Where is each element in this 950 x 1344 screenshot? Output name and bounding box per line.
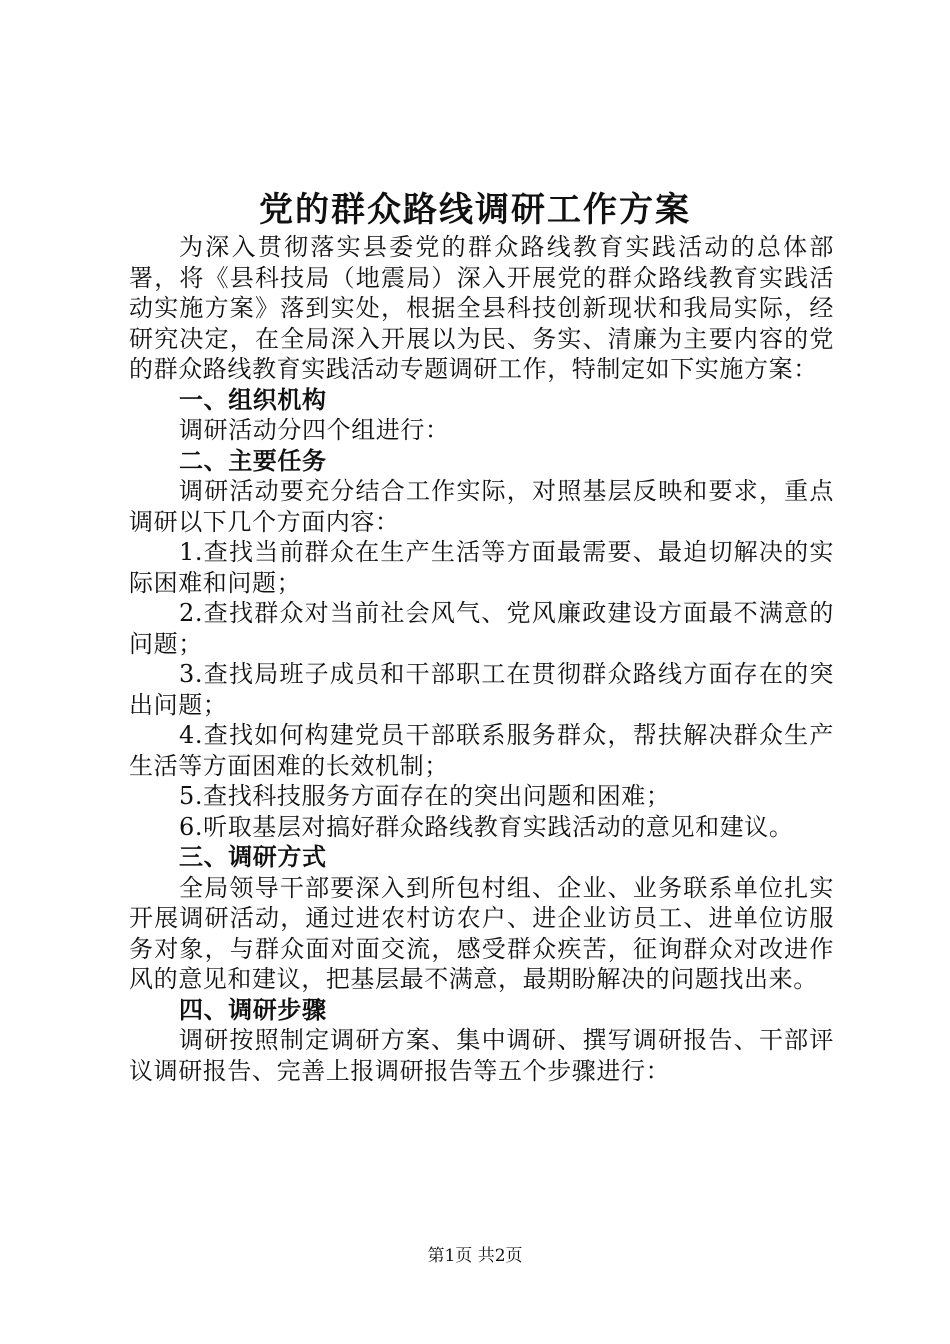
- task-item-5: 5.查找科技服务方面存在的突出问题和困难；: [179, 782, 671, 810]
- task-item-6: 6.听取基层对搞好群众路线教育实践活动的意见和建议。: [179, 812, 794, 841]
- page-footer: 第1页 共2页: [427, 1246, 523, 1266]
- tasks-paragraph: 调研活动要充分结合工作实际，对照基层反映和要求，重点调研以下几个方面内容：: [129, 477, 834, 536]
- task-item-1: 1.查找当前群众在生产生活等方面最需要、最迫切解决的实际困难和问题；: [129, 538, 834, 597]
- task-item-4: 4.查找如何构建党员干部联系服务群众，帮扶解决群众生产生活等方面困难的长效机制；: [129, 721, 834, 780]
- section-heading-methods: 三、调研方式: [179, 842, 327, 871]
- task-item-2: 2.查找群众对当前社会风气、党风廉政建设方面最不满意的问题；: [129, 599, 834, 658]
- section-heading-steps: 四、调研步骤: [179, 994, 327, 1024]
- intro-paragraph: 为深入贯彻落实县委党的群众路线教育实践活动的总体部署，将《县科技局（地震局）深入开展党的群众路线教育实践活动实施方案》落到实处，根据全县科技创新现状和我局实际，经研究决定，在全局深入开展以为民、务实、清廉为主要内容的党的群众路线教育实践活动专题调研工作，特制定如下实施方案：: [129, 233, 834, 383]
- document-body: [129, 232, 834, 1086]
- section-heading-tasks: 二、主要任务: [179, 445, 327, 475]
- methods-paragraph: 全局领导干部要深入到所包村组、企业、业务联系单位扎实开展调研活动，通过进农村访农户、进企业访员工、进单位访服务对象，与群众面对面交流，感受群众疾苦，征询群众对改进作风的意见和建议，把基层最不满意，最期盼解决的问题找出来。: [129, 873, 834, 993]
- section-heading-organization: 一、组织机构: [179, 384, 327, 414]
- organization-paragraph: 调研活动分四个组进行：: [179, 416, 450, 444]
- task-item-3: 3.查找局班子成员和干部职工在贯彻群众路线方面存在的突出问题；: [129, 660, 834, 719]
- document-title: 党的群众路线调研工作方案: [259, 190, 691, 230]
- steps-paragraph: 调研按照制定调研方案、集中调研、撰写调研报告、干部评议调研报告、完善上报调研报告等五个步骤进行：: [129, 1026, 834, 1085]
